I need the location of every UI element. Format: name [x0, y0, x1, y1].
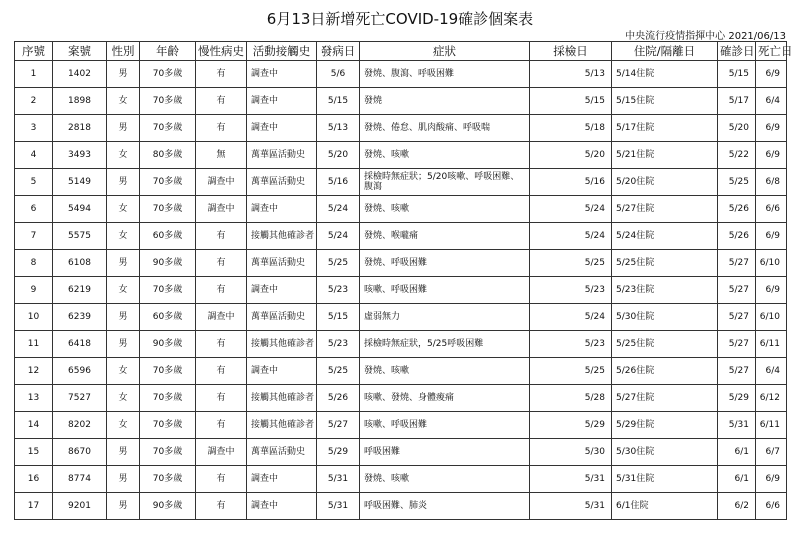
- cell-symptoms: 呼吸困難: [360, 439, 530, 466]
- cell-age: 70多歲: [140, 358, 196, 385]
- cell-death: 6/11: [756, 331, 787, 358]
- cell-index: 12: [15, 358, 53, 385]
- cell-confirm: 5/27: [718, 277, 756, 304]
- cell-chronic: 有: [196, 358, 247, 385]
- cell-confirm: 5/26: [718, 223, 756, 250]
- cell-case-no: 8774: [53, 466, 107, 493]
- cell-confirm: 6/2: [718, 493, 756, 520]
- cell-case-no: 2818: [53, 115, 107, 142]
- cell-age: 70多歲: [140, 196, 196, 223]
- cell-sex: 男: [107, 466, 140, 493]
- cell-case-no: 6108: [53, 250, 107, 277]
- cell-hospital: 5/21住院: [612, 142, 718, 169]
- cell-sex: 女: [107, 385, 140, 412]
- cell-contact: 調查中: [247, 493, 317, 520]
- cell-death: 6/9: [756, 466, 787, 493]
- cell-onset: 5/16: [317, 169, 360, 196]
- cell-sex: 女: [107, 277, 140, 304]
- cell-sex: 男: [107, 493, 140, 520]
- cell-hospital: 5/25住院: [612, 250, 718, 277]
- cell-sex: 男: [107, 61, 140, 88]
- cell-chronic: 有: [196, 385, 247, 412]
- cell-hospital: 5/31住院: [612, 466, 718, 493]
- cell-sex: 女: [107, 196, 140, 223]
- cell-death: 6/6: [756, 196, 787, 223]
- cell-test-date: 5/25: [530, 250, 612, 277]
- cell-symptoms: 咳嗽、發燒、身體痠痛: [360, 385, 530, 412]
- col-header-case-no: 案號: [53, 42, 107, 61]
- cell-chronic: 有: [196, 331, 247, 358]
- cell-case-no: 9201: [53, 493, 107, 520]
- table-row: [15, 331, 787, 358]
- cell-confirm: 5/29: [718, 385, 756, 412]
- cell-index: 15: [15, 439, 53, 466]
- cell-symptoms: 發燒、咳嗽: [360, 142, 530, 169]
- table-row: [15, 223, 787, 250]
- cell-confirm: 5/20: [718, 115, 756, 142]
- cell-case-no: 8202: [53, 412, 107, 439]
- cell-test-date: 5/13: [530, 61, 612, 88]
- cell-sex: 男: [107, 169, 140, 196]
- table-row: [15, 250, 787, 277]
- cell-case-no: 6596: [53, 358, 107, 385]
- cell-sex: 男: [107, 250, 140, 277]
- cell-death: 6/11: [756, 412, 787, 439]
- cell-confirm: 5/31: [718, 412, 756, 439]
- cell-test-date: 5/31: [530, 466, 612, 493]
- cell-hospital: 5/17住院: [612, 115, 718, 142]
- cell-contact: 接觸其他確診者: [247, 223, 317, 250]
- table-row: [15, 493, 787, 520]
- cell-hospital: 5/14住院: [612, 61, 718, 88]
- cell-test-date: 5/29: [530, 412, 612, 439]
- cell-contact: 接觸其他確診者: [247, 412, 317, 439]
- cell-death: 6/6: [756, 493, 787, 520]
- cell-contact: 調查中: [247, 277, 317, 304]
- cell-index: 16: [15, 466, 53, 493]
- cell-chronic: 有: [196, 277, 247, 304]
- cell-death: 6/9: [756, 223, 787, 250]
- cell-case-no: 1402: [53, 61, 107, 88]
- page-title: 6月13日新增死亡COVID-19確診個案表: [266, 10, 534, 28]
- cell-chronic: 調查中: [196, 196, 247, 223]
- cell-hospital: 5/26住院: [612, 358, 718, 385]
- cell-test-date: 5/23: [530, 277, 612, 304]
- cell-hospital: 5/27住院: [612, 196, 718, 223]
- cell-age: 70多歲: [140, 169, 196, 196]
- cell-death: 6/4: [756, 358, 787, 385]
- cell-onset: 5/25: [317, 358, 360, 385]
- table-row: [15, 466, 787, 493]
- cell-index: 7: [15, 223, 53, 250]
- cell-symptoms: 虛弱無力: [360, 304, 530, 331]
- cell-sex: 女: [107, 358, 140, 385]
- cell-hospital: 5/23住院: [612, 277, 718, 304]
- table-row: [15, 439, 787, 466]
- cell-symptoms: 採檢時無症狀；5/20咳嗽、呼吸困難、腹瀉: [360, 169, 530, 196]
- cell-chronic: 調查中: [196, 439, 247, 466]
- header-row: [15, 42, 787, 61]
- cell-onset: 5/15: [317, 88, 360, 115]
- table-row: [15, 142, 787, 169]
- cell-confirm: 6/1: [718, 439, 756, 466]
- cell-death: 6/9: [756, 142, 787, 169]
- cell-confirm: 5/25: [718, 169, 756, 196]
- cell-index: 8: [15, 250, 53, 277]
- cell-contact: 接觸其他確診者: [247, 385, 317, 412]
- table-row: [15, 88, 787, 115]
- cell-sex: 男: [107, 115, 140, 142]
- table-row: [15, 277, 787, 304]
- cell-onset: 5/25: [317, 250, 360, 277]
- cell-hospital: 5/30住院: [612, 304, 718, 331]
- cell-chronic: 有: [196, 61, 247, 88]
- cell-index: 10: [15, 304, 53, 331]
- cell-age: 90多歲: [140, 250, 196, 277]
- cell-symptoms: 發燒、喉嚨痛: [360, 223, 530, 250]
- cell-hospital: 5/24住院: [612, 223, 718, 250]
- cell-test-date: 5/24: [530, 196, 612, 223]
- cell-death: 6/4: [756, 88, 787, 115]
- cell-test-date: 5/30: [530, 439, 612, 466]
- cell-onset: 5/31: [317, 493, 360, 520]
- cell-index: 1: [15, 61, 53, 88]
- cell-index: 6: [15, 196, 53, 223]
- col-header-sex: 性別: [107, 42, 140, 61]
- cell-case-no: 5494: [53, 196, 107, 223]
- cell-age: 70多歲: [140, 439, 196, 466]
- cell-onset: 5/29: [317, 439, 360, 466]
- cell-chronic: 無: [196, 142, 247, 169]
- cell-age: 90多歲: [140, 331, 196, 358]
- cell-age: 70多歲: [140, 385, 196, 412]
- cell-symptoms: 發燒、咳嗽: [360, 466, 530, 493]
- cell-onset: 5/27: [317, 412, 360, 439]
- cell-death: 6/8: [756, 169, 787, 196]
- table-row: [15, 358, 787, 385]
- cell-confirm: 5/27: [718, 331, 756, 358]
- cell-contact: 接觸其他確診者: [247, 331, 317, 358]
- cell-symptoms: 咳嗽、呼吸困難: [360, 277, 530, 304]
- cell-symptoms: 咳嗽、呼吸困難: [360, 412, 530, 439]
- cell-symptoms: 發燒: [360, 88, 530, 115]
- cell-confirm: 5/27: [718, 304, 756, 331]
- cell-onset: 5/24: [317, 196, 360, 223]
- cell-confirm: 5/27: [718, 358, 756, 385]
- cell-symptoms: 發燒、倦怠、肌肉酸痛、呼吸喘: [360, 115, 530, 142]
- cell-case-no: 6239: [53, 304, 107, 331]
- cell-case-no: 5149: [53, 169, 107, 196]
- col-header-onset: 發病日: [317, 42, 360, 61]
- cell-chronic: 有: [196, 223, 247, 250]
- cell-chronic: 有: [196, 466, 247, 493]
- death-case-table: [14, 41, 793, 520]
- cell-confirm: 5/26: [718, 196, 756, 223]
- cell-case-no: 5575: [53, 223, 107, 250]
- cell-index: 11: [15, 331, 53, 358]
- cell-test-date: 5/15: [530, 88, 612, 115]
- cell-confirm: 6/1: [718, 466, 756, 493]
- cell-death: 6/9: [756, 61, 787, 88]
- cell-index: 3: [15, 115, 53, 142]
- cell-confirm: 5/17: [718, 88, 756, 115]
- cell-onset: 5/26: [317, 385, 360, 412]
- cell-contact: 調查中: [247, 115, 317, 142]
- cell-index: 9: [15, 277, 53, 304]
- cell-index: 13: [15, 385, 53, 412]
- cell-contact: 調查中: [247, 61, 317, 88]
- cell-death: 6/9: [756, 115, 787, 142]
- col-header-symptoms: 症狀: [360, 42, 530, 61]
- cell-onset: 5/6: [317, 61, 360, 88]
- cell-contact: 調查中: [247, 196, 317, 223]
- cell-sex: 女: [107, 223, 140, 250]
- table-row: [15, 115, 787, 142]
- cell-age: 80多歲: [140, 142, 196, 169]
- cell-onset: 5/20: [317, 142, 360, 169]
- cell-index: 2: [15, 88, 53, 115]
- cell-symptoms: 發燒、咳嗽: [360, 196, 530, 223]
- col-header-contact: 活動接觸史: [247, 42, 317, 61]
- cell-sex: 男: [107, 439, 140, 466]
- cell-contact: 萬華區活動史: [247, 169, 317, 196]
- col-header-confirm: 確診日: [718, 42, 756, 61]
- cell-sex: 男: [107, 331, 140, 358]
- cell-case-no: 6219: [53, 277, 107, 304]
- cell-age: 60多歲: [140, 304, 196, 331]
- cell-test-date: 5/31: [530, 493, 612, 520]
- cell-symptoms: 發燒、咳嗽: [360, 358, 530, 385]
- col-header-age: 年齡: [140, 42, 196, 61]
- cell-death: 6/12: [756, 385, 787, 412]
- cell-symptoms: 採檢時無症狀，5/25呼吸困難: [360, 331, 530, 358]
- cell-contact: 調查中: [247, 88, 317, 115]
- col-header-index: 序號: [15, 42, 53, 61]
- cell-onset: 5/23: [317, 331, 360, 358]
- cell-onset: 5/31: [317, 466, 360, 493]
- cell-test-date: 5/20: [530, 142, 612, 169]
- cell-onset: 5/15: [317, 304, 360, 331]
- col-header-hospital: 住院/隔離日: [612, 42, 718, 61]
- cell-chronic: 有: [196, 412, 247, 439]
- cell-contact: 調查中: [247, 358, 317, 385]
- cell-age: 70多歲: [140, 61, 196, 88]
- cell-age: 70多歲: [140, 277, 196, 304]
- table-row: [15, 169, 787, 196]
- cell-age: 70多歲: [140, 88, 196, 115]
- cell-symptoms: 發燒、腹瀉、呼吸困難: [360, 61, 530, 88]
- cell-age: 90多歲: [140, 493, 196, 520]
- cell-sex: 男: [107, 304, 140, 331]
- table-row: [15, 61, 787, 88]
- cell-chronic: 調查中: [196, 169, 247, 196]
- cell-chronic: 有: [196, 115, 247, 142]
- col-header-death: 死亡日: [756, 42, 787, 61]
- col-header-chronic: 慢性病史: [196, 42, 247, 61]
- cell-symptoms: 發燒、呼吸困難: [360, 250, 530, 277]
- table-row: [15, 412, 787, 439]
- cell-onset: 5/24: [317, 223, 360, 250]
- cell-chronic: 有: [196, 493, 247, 520]
- cell-death: 6/10: [756, 250, 787, 277]
- cell-onset: 5/13: [317, 115, 360, 142]
- cell-index: 14: [15, 412, 53, 439]
- cell-sex: 女: [107, 142, 140, 169]
- cell-test-date: 5/23: [530, 331, 612, 358]
- cell-case-no: 1898: [53, 88, 107, 115]
- cell-hospital: 6/1住院: [612, 493, 718, 520]
- cell-case-no: 6418: [53, 331, 107, 358]
- table-row: [15, 304, 787, 331]
- cell-hospital: 5/25住院: [612, 331, 718, 358]
- cell-case-no: 8670: [53, 439, 107, 466]
- cell-age: 70多歲: [140, 412, 196, 439]
- cell-case-no: 7527: [53, 385, 107, 412]
- cell-index: 4: [15, 142, 53, 169]
- cell-contact: 萬華區活動史: [247, 304, 317, 331]
- cell-confirm: 5/27: [718, 250, 756, 277]
- issuer-date: 中央流行疫情指揮中心 2021/06/13: [625, 31, 786, 42]
- cell-hospital: 5/20住院: [612, 169, 718, 196]
- cell-sex: 女: [107, 412, 140, 439]
- cell-test-date: 5/18: [530, 115, 612, 142]
- cell-case-no: 3493: [53, 142, 107, 169]
- cell-chronic: 有: [196, 250, 247, 277]
- cell-hospital: 5/29住院: [612, 412, 718, 439]
- cell-hospital: 5/15住院: [612, 88, 718, 115]
- cell-test-date: 5/16: [530, 169, 612, 196]
- cell-age: 60多歲: [140, 223, 196, 250]
- cell-test-date: 5/28: [530, 385, 612, 412]
- cell-chronic: 有: [196, 88, 247, 115]
- cell-confirm: 5/15: [718, 61, 756, 88]
- cell-contact: 萬華區活動史: [247, 142, 317, 169]
- cell-sex: 女: [107, 88, 140, 115]
- cell-contact: 調查中: [247, 466, 317, 493]
- cell-symptoms: 呼吸困難、肺炎: [360, 493, 530, 520]
- cell-contact: 萬華區活動史: [247, 439, 317, 466]
- cell-test-date: 5/24: [530, 304, 612, 331]
- cell-death: 6/10: [756, 304, 787, 331]
- cell-death: 6/9: [756, 277, 787, 304]
- cell-test-date: 5/24: [530, 223, 612, 250]
- cell-hospital: 5/27住院: [612, 385, 718, 412]
- cell-age: 70多歲: [140, 115, 196, 142]
- cell-age: 70多歲: [140, 466, 196, 493]
- table-row: [15, 385, 787, 412]
- cell-index: 17: [15, 493, 53, 520]
- cell-contact: 萬華區活動史: [247, 250, 317, 277]
- col-header-test-date: 採檢日: [530, 42, 612, 61]
- cell-index: 5: [15, 169, 53, 196]
- cell-chronic: 調查中: [196, 304, 247, 331]
- cell-death: 6/7: [756, 439, 787, 466]
- table-row: [15, 196, 787, 223]
- cell-test-date: 5/25: [530, 358, 612, 385]
- cell-confirm: 5/22: [718, 142, 756, 169]
- cell-onset: 5/23: [317, 277, 360, 304]
- cell-hospital: 5/30住院: [612, 439, 718, 466]
